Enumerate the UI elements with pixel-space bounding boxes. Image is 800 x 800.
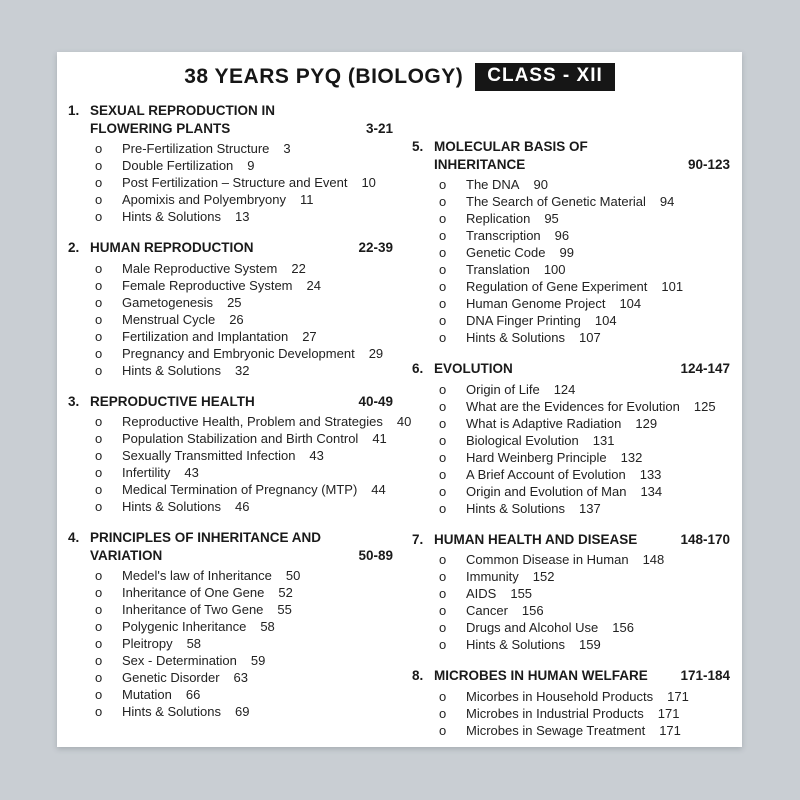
section-heading <box>412 138 730 173</box>
book-title: 38 YEARS PYQ (BIOLOGY) <box>184 65 464 88</box>
item-label: Medel's law of Inheritance <box>122 568 272 583</box>
item-page-number: 129 <box>635 415 658 431</box>
item-bullet: o <box>439 415 447 431</box>
toc-section <box>412 138 730 346</box>
item-page-number: 3 <box>283 141 291 156</box>
item-page-number: 22 <box>291 260 306 276</box>
item-label: Reproductive Health, Problem and Strategies <box>122 414 383 429</box>
toc-item <box>95 481 393 498</box>
item-page-number: 171 <box>667 688 689 704</box>
item-bullet: o <box>95 311 103 327</box>
item-bullet: o <box>439 722 447 738</box>
item-label: Replication <box>466 211 531 226</box>
item-bullet: o <box>95 414 103 429</box>
item-bullet: o <box>439 245 447 260</box>
item-label: Genetic Disorder <box>122 670 220 685</box>
item-page-number: 10 <box>361 175 376 190</box>
item-bullet: o <box>95 192 103 207</box>
item-bullet: o <box>439 637 447 652</box>
section-page-range: 90-123 <box>687 156 730 172</box>
toc-item <box>439 176 730 193</box>
toc-item <box>95 635 393 652</box>
item-bullet: o <box>95 431 103 446</box>
toc-item <box>95 157 393 174</box>
item-page-number: 41 <box>372 431 387 446</box>
item-page-number: 101 <box>661 279 684 294</box>
item-bullet: o <box>95 499 103 514</box>
item-page-number: 124 <box>553 381 576 397</box>
toc-item <box>439 415 730 432</box>
item-label: What is Adaptive Radiation <box>466 415 622 431</box>
item-page-number: 50 <box>285 568 301 583</box>
section-page-range: 40-49 <box>358 393 393 409</box>
section-heading <box>68 393 393 411</box>
section-items <box>412 688 730 739</box>
toc-column-right <box>396 102 730 753</box>
toc-item <box>95 686 393 703</box>
section-title: REPRODUCTIVE HEALTH <box>90 393 255 409</box>
item-bullet: o <box>439 586 447 601</box>
item-label: Transcription <box>466 228 541 243</box>
toc-item <box>439 602 730 619</box>
section-number: 7. <box>412 531 424 547</box>
item-label: Hints & Solutions <box>466 330 565 345</box>
item-bullet: o <box>439 466 447 482</box>
item-label: Hints & Solutions <box>122 362 221 378</box>
toc-section <box>68 239 393 379</box>
toc-item <box>95 345 393 362</box>
item-bullet: o <box>95 362 103 378</box>
section-title: SEXUAL REPRODUCTION IN FLOWERING PLANTS <box>90 103 276 136</box>
item-label: AIDS <box>466 586 497 601</box>
toc-item <box>439 210 730 227</box>
item-bullet: o <box>95 653 103 668</box>
item-bullet: o <box>95 670 103 685</box>
toc-item <box>95 174 393 191</box>
item-bullet: o <box>439 398 447 414</box>
item-bullet: o <box>95 158 103 173</box>
toc-item <box>95 652 393 669</box>
item-bullet: o <box>95 636 103 651</box>
item-label: Apomixis and Polyembryony <box>122 192 287 207</box>
toc-item <box>439 193 730 210</box>
item-page-number: 26 <box>229 311 244 327</box>
item-label: Hints & Solutions <box>122 499 221 514</box>
toc-columns <box>57 94 742 753</box>
item-page-number: 152 <box>532 569 555 584</box>
item-page-number: 156 <box>521 603 544 618</box>
item-label: Regulation of Gene Experiment <box>466 279 648 294</box>
toc-item <box>439 705 730 722</box>
toc-item <box>439 466 730 483</box>
toc-item <box>95 498 393 515</box>
toc-item <box>439 551 730 568</box>
item-page-number: 125 <box>693 398 716 414</box>
item-label: Fertilization and Implantation <box>122 328 289 344</box>
toc-item <box>439 244 730 261</box>
item-page-number: 55 <box>277 602 292 617</box>
item-page-number: 58 <box>186 636 202 651</box>
item-label: Hard Weinberg Principle <box>466 449 607 465</box>
toc-item <box>439 261 730 278</box>
item-bullet: o <box>95 619 103 634</box>
item-page-number: 171 <box>659 722 681 738</box>
item-page-number: 100 <box>543 262 566 277</box>
toc-item <box>439 619 730 636</box>
item-label: DNA Finger Printing <box>466 313 581 328</box>
item-page-number: 58 <box>260 619 275 634</box>
toc-item <box>95 311 393 328</box>
item-label: A Brief Account of Evolution <box>466 466 626 482</box>
toc-item <box>439 483 730 500</box>
item-label: Micorbes in Household Products <box>466 688 654 704</box>
item-bullet: o <box>439 228 447 243</box>
item-bullet: o <box>95 448 103 463</box>
section-page-range: 124-147 <box>680 361 730 376</box>
section-title: MICROBES IN HUMAN WELFARE <box>434 668 648 683</box>
section-page-range: 50-89 <box>358 547 393 563</box>
item-bullet: o <box>95 687 103 702</box>
item-label: Pleitropy <box>122 636 173 651</box>
toc-item <box>439 312 730 329</box>
toc-item <box>439 432 730 449</box>
item-bullet: o <box>95 568 103 583</box>
section-title: EVOLUTION <box>434 361 513 376</box>
item-page-number: 63 <box>233 670 249 685</box>
item-page-number: 11 <box>300 192 314 207</box>
item-label: Biological Evolution <box>466 432 579 448</box>
item-label: What are the Evidences for Evolution <box>466 398 680 414</box>
item-page-number: 13 <box>235 209 250 224</box>
item-page-number: 104 <box>594 313 617 328</box>
item-label: Pregnancy and Embryonic Development <box>122 345 355 361</box>
item-page-number: 44 <box>371 482 386 497</box>
item-label: Sex - Determination <box>122 653 237 668</box>
item-bullet: o <box>95 602 103 617</box>
toc-item <box>439 278 730 295</box>
item-page-number: 148 <box>642 552 665 567</box>
section-items <box>68 140 393 225</box>
item-label: Immunity <box>466 569 519 584</box>
item-label: Polygenic Inheritance <box>122 619 247 634</box>
toc-item <box>95 294 393 311</box>
item-page-number: 134 <box>640 483 663 499</box>
section-page-range: 22-39 <box>358 240 393 255</box>
toc-page <box>57 52 742 747</box>
item-label: The Search of Genetic Material <box>466 194 646 209</box>
section-items <box>412 176 730 346</box>
item-page-number: 32 <box>235 362 250 378</box>
item-page-number: 137 <box>579 500 601 516</box>
item-bullet: o <box>439 449 447 465</box>
item-page-number: 27 <box>302 328 317 344</box>
toc-item <box>439 722 730 739</box>
toc-item <box>95 601 393 618</box>
item-bullet: o <box>95 345 103 361</box>
item-label: Double Fertilization <box>122 158 234 173</box>
section-items <box>68 260 393 379</box>
item-page-number: 104 <box>619 296 642 311</box>
item-label: Male Reproductive System <box>122 260 278 276</box>
section-heading <box>412 531 730 549</box>
section-title: HUMAN HEALTH AND DISEASE <box>434 531 638 547</box>
toc-item <box>439 227 730 244</box>
item-page-number: 155 <box>510 586 533 601</box>
item-page-number: 131 <box>592 432 615 448</box>
item-bullet: o <box>439 688 447 704</box>
item-page-number: 24 <box>306 277 321 293</box>
section-heading <box>68 239 393 257</box>
item-page-number: 46 <box>235 499 250 514</box>
item-bullet: o <box>95 277 103 293</box>
toc-item <box>95 567 393 584</box>
item-bullet: o <box>439 432 447 448</box>
toc-item <box>439 295 730 312</box>
item-bullet: o <box>439 603 447 618</box>
item-page-number: 96 <box>554 228 570 243</box>
toc-item <box>95 362 393 379</box>
page-header <box>57 52 742 94</box>
toc-item <box>95 447 393 464</box>
section-title: HUMAN REPRODUCTION <box>90 240 254 255</box>
toc-item <box>439 585 730 602</box>
item-bullet: o <box>439 211 447 226</box>
item-bullet: o <box>95 209 103 224</box>
toc-section <box>68 393 412 516</box>
toc-item <box>439 688 730 705</box>
item-label: Cancer <box>466 603 508 618</box>
item-bullet: o <box>439 620 447 635</box>
item-label: Microbes in Sewage Treatment <box>466 722 646 738</box>
item-label: Mutation <box>122 687 172 702</box>
toc-item <box>95 277 393 294</box>
section-page-range: 3-21 <box>365 120 393 136</box>
item-bullet: o <box>95 482 103 497</box>
section-number: 1. <box>68 103 80 118</box>
item-bullet: o <box>95 175 103 190</box>
item-bullet: o <box>95 585 103 600</box>
item-label: Origin and Evolution of Man <box>466 483 627 499</box>
item-label: Medical Termination of Pregnancy (MTP) <box>122 482 358 497</box>
item-bullet: o <box>439 552 447 567</box>
toc-item <box>95 703 393 720</box>
item-label: Inheritance of Two Gene <box>122 602 264 617</box>
toc-item <box>95 191 393 208</box>
item-bullet: o <box>439 330 447 345</box>
section-number: 4. <box>68 530 80 545</box>
item-bullet: o <box>95 141 103 156</box>
item-label: Infertility <box>122 465 171 480</box>
item-bullet: o <box>439 296 447 311</box>
toc-item <box>95 260 393 277</box>
section-items <box>412 551 730 653</box>
item-bullet: o <box>439 262 447 277</box>
item-page-number: 94 <box>659 194 675 209</box>
item-bullet: o <box>439 569 447 584</box>
item-page-number: 107 <box>579 330 601 345</box>
item-bullet: o <box>439 194 447 209</box>
toc-item <box>439 381 730 398</box>
section-number: 8. <box>412 668 424 683</box>
toc-item <box>439 636 730 653</box>
section-items <box>68 413 412 515</box>
toc-item <box>95 140 393 157</box>
toc-item <box>95 328 393 345</box>
item-page-number: 43 <box>184 465 199 480</box>
item-bullet: o <box>439 483 447 499</box>
item-bullet: o <box>95 294 103 310</box>
toc-item <box>95 669 393 686</box>
section-heading <box>412 667 730 685</box>
item-label: The DNA <box>466 177 520 192</box>
toc-section <box>68 529 393 720</box>
item-page-number: 90 <box>533 177 548 192</box>
toc-item <box>95 430 393 447</box>
toc-item <box>95 584 393 601</box>
item-page-number: 133 <box>639 466 662 482</box>
toc-item <box>95 464 393 481</box>
item-bullet: o <box>439 500 447 516</box>
item-bullet: o <box>95 704 103 719</box>
section-heading <box>68 529 393 564</box>
item-label: Common Disease in Human <box>466 552 629 567</box>
item-page-number: 95 <box>544 211 559 226</box>
item-label: Sexually Transmitted Infection <box>122 448 296 463</box>
item-bullet: o <box>439 177 447 192</box>
section-page-range: 148-170 <box>680 531 730 547</box>
item-page-number: 159 <box>579 637 601 652</box>
item-label: Human Genome Project <box>466 296 606 311</box>
toc-item <box>439 568 730 585</box>
item-label: Translation <box>466 262 530 277</box>
section-heading <box>412 360 730 378</box>
toc-item <box>95 413 412 430</box>
section-items <box>412 381 730 517</box>
item-page-number: 9 <box>247 158 255 173</box>
toc-section <box>412 667 730 739</box>
item-page-number: 66 <box>185 687 201 702</box>
item-label: Female Reproductive System <box>122 277 293 293</box>
section-page-range: 171-184 <box>680 668 730 683</box>
toc-section <box>412 531 730 654</box>
item-label: Hints & Solutions <box>122 209 221 224</box>
item-bullet: o <box>95 328 103 344</box>
toc-section <box>68 102 393 225</box>
section-number: 5. <box>412 139 424 154</box>
toc-item <box>439 329 730 346</box>
item-page-number: 29 <box>368 345 384 361</box>
toc-item <box>439 500 730 517</box>
item-label: Pre-Fertilization Structure <box>122 141 270 156</box>
item-bullet: o <box>95 465 103 480</box>
item-bullet: o <box>439 381 447 397</box>
item-label: Hints & Solutions <box>122 704 221 719</box>
item-page-number: 40 <box>396 414 412 429</box>
section-title: MOLECULAR BASIS OF INHERITANCE <box>434 139 588 172</box>
item-label: Drugs and Alcohol Use <box>466 620 599 635</box>
toc-column-left <box>68 102 412 753</box>
item-page-number: 69 <box>235 704 250 719</box>
item-label: Inheritance of One Gene <box>122 585 265 600</box>
item-label: Population Stabilization and Birth Control <box>122 431 359 446</box>
item-label: Hints & Solutions <box>466 500 565 516</box>
toc-item <box>95 618 393 635</box>
item-page-number: 132 <box>620 449 643 465</box>
item-bullet: o <box>439 705 447 721</box>
section-number: 3. <box>68 393 80 409</box>
item-bullet: o <box>439 313 447 328</box>
item-page-number: 52 <box>278 585 293 600</box>
toc-item <box>439 449 730 466</box>
item-page-number: 43 <box>309 448 324 463</box>
item-page-number: 25 <box>227 294 242 310</box>
section-number: 2. <box>68 240 80 255</box>
item-label: Gametogenesis <box>122 294 214 310</box>
item-label: Genetic Code <box>466 245 546 260</box>
item-bullet: o <box>95 260 103 276</box>
section-number: 6. <box>412 361 424 376</box>
item-label: Origin of Life <box>466 381 540 397</box>
item-label: Microbes in Industrial Products <box>466 705 644 721</box>
section-items <box>68 567 393 720</box>
toc-section <box>412 360 730 517</box>
class-badge: CLASS - XII <box>475 63 615 91</box>
toc-item <box>95 208 393 225</box>
item-label: Hints & Solutions <box>466 637 565 652</box>
item-page-number: 99 <box>559 245 574 260</box>
item-page-number: 59 <box>250 653 266 668</box>
section-heading <box>68 102 393 137</box>
item-page-number: 156 <box>612 620 634 635</box>
item-bullet: o <box>439 279 447 294</box>
item-page-number: 171 <box>657 705 680 721</box>
section-title: PRINCIPLES OF INHERITANCE AND VARIATION <box>90 530 322 563</box>
item-label: Menstrual Cycle <box>122 311 216 327</box>
item-label: Post Fertilization – Structure and Event <box>122 175 348 190</box>
toc-item <box>439 398 730 415</box>
